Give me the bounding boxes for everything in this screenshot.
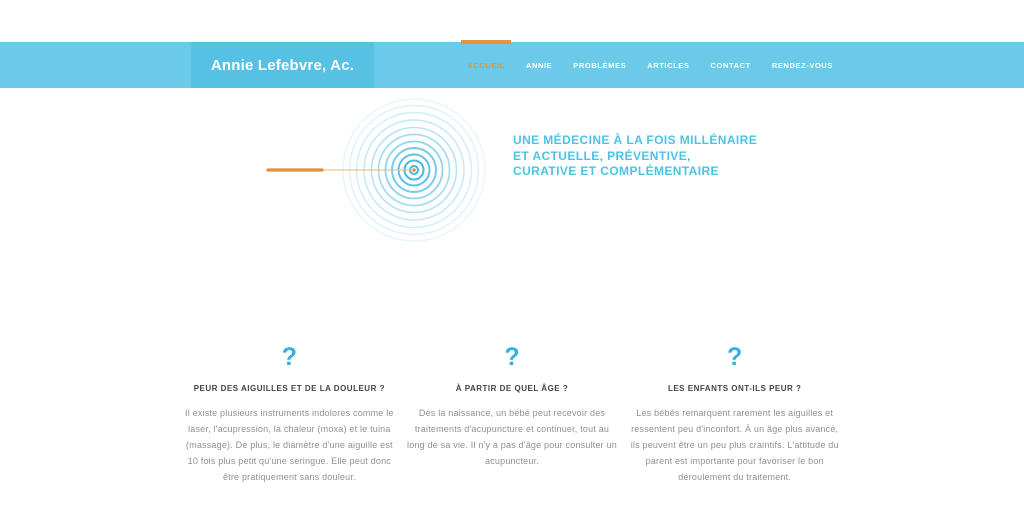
nav-item-articles[interactable] (647, 42, 689, 88)
faq-title: LES ENFANTS ONT-ILS PEUR ? (667, 384, 802, 393)
nav-item-label: CONTACT (710, 60, 751, 70)
question-mark-icon: ? (281, 343, 297, 371)
faq-title: PEUR DES AIGUILLES ET DE LA DOULEUR ? (193, 384, 385, 393)
question-mark-icon: ? (504, 343, 520, 371)
nav-item-label: ANNIE (525, 60, 553, 70)
nav-item-rendez-vous[interactable] (772, 42, 833, 88)
nav-item-problemes[interactable] (573, 42, 626, 88)
hero-section (0, 88, 1024, 248)
hero-headline (513, 133, 757, 180)
active-nav-indicator (461, 40, 511, 44)
main-nav (467, 42, 833, 88)
headline-line: ET ACTUELLE, PRÉVENTIVE, (513, 148, 691, 163)
faq-item-age (407, 344, 618, 485)
faq-section (0, 344, 1024, 485)
nav-item-label: ARTICLES (647, 60, 690, 70)
site-header (0, 42, 1024, 88)
nav-item-label: ACCUEIL (467, 60, 505, 70)
site-title: Annie Lefebvre, Ac. (210, 56, 355, 74)
faq-container (184, 344, 840, 485)
nav-item-label: RENDEZ-VOUS (771, 60, 833, 70)
nav-item-annie[interactable] (526, 42, 552, 88)
faq-body: Dès la naissance, un bébé peut recevoir des traitements d'acupuncture et continuer, tout au long de sa vie. Il n'y a pas d'âge pour consulter un acupuncteur. (407, 408, 617, 466)
nav-item-accueil[interactable] (467, 42, 505, 88)
nav-item-contact[interactable] (711, 42, 751, 88)
faq-item-enfants (629, 344, 840, 485)
needle-ripple-icon (266, 93, 490, 245)
site-logo[interactable] (191, 42, 374, 88)
faq-body: Il existe plusieurs instruments indolores comme le laser, l'acupression, la chaleur (moxa) et le tuina (massage). De plus, le diamètre d'une aiguille est 10 fois plus petit qu'une seringue. Elle peut donc être pratiquement sans douleur. (185, 408, 394, 482)
headline-line: CURATIVE ET COMPLÉMENTAIRE (513, 164, 719, 178)
headline-line: UNE MÉDECINE À LA FOIS MILLÉNAIRE (513, 133, 758, 147)
question-mark-icon: ? (727, 343, 743, 371)
faq-title: À PARTIR DE QUEL ÂGE ? (455, 384, 569, 393)
needle-icon (268, 168, 416, 172)
faq-body: Les bébés remarquent rarement les aiguilles et ressentent peu d'inconfort. À un âge plus avancé, ils peuvent être un peu plus craintifs. L'attitude du parent est importante pour favoriser le bon déroulement du traitement. (630, 408, 839, 482)
header-container (191, 42, 833, 88)
nav-item-label: PROBLÈMES (573, 60, 627, 70)
faq-item-douleur (184, 344, 395, 485)
